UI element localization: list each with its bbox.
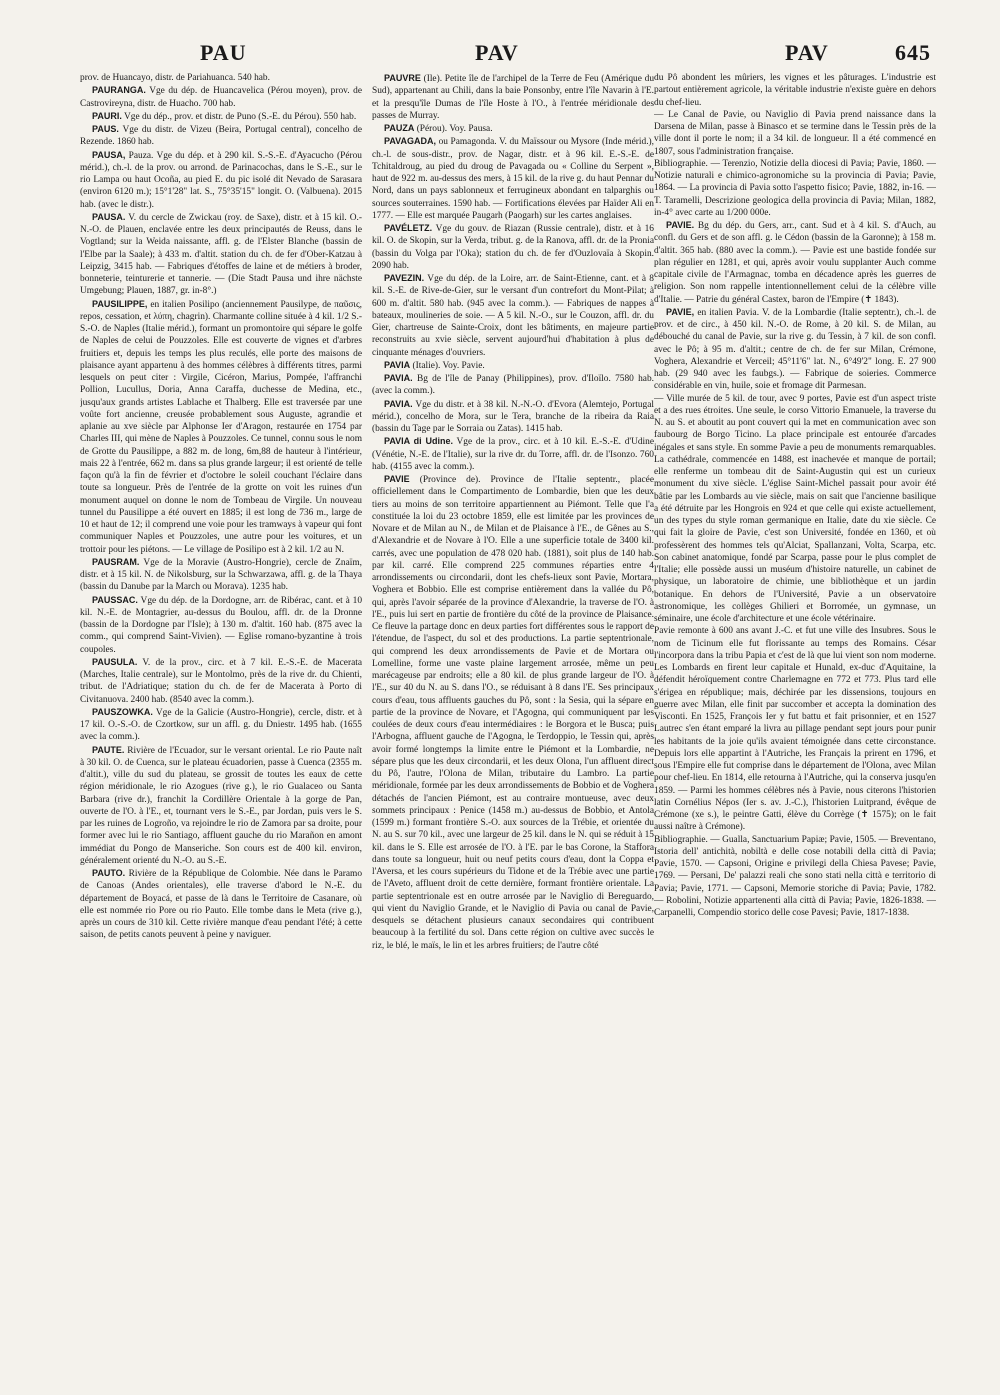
dictionary-entry [80,556,362,594]
dictionary-entry [654,306,936,393]
entry-text: Vge de la Moravie (Austro-Hongrie), cercle de Znaïm, distr. et à 15 kil. N. de Nikolsburg, sur la Schwarzawa, affl. g. de la Thaya (bassin du Danube par la March ou Morava). 1235 hab. [80,557,362,593]
dictionary-entry [80,867,362,942]
entry-headword: PAVIE, [666,306,695,317]
dictionary-entry [372,435,654,473]
entry-headword: PAVIA. [384,398,413,409]
entry-text: Pavie remonte à 600 ans avant J.-C. et fut une ville des Insubres. Sous le nom de Ticinum elle fut florissante au temps des Romains. César l'incorpora dans la tribu Papia et c'est de là que lui vient son nom moderne. Les Lombards en firent leur capitale et Hunald, ex-duc d'Aquitaine, la défendit héroïquement contre Charlemagne en 772 et 773. Plus tard elle s'érigea en république; mais, déchirée par les dissensions, toujours en guerre avec Milan, elle finit par succomber et accepta la domination des Visconti. En 1525, François Ier y fut battu et fait prisonnier, et en 1527 Lautrec s'en étant emparé la livra au pillage pendant sept jours pour punir les habitants de la joie qu'ils avaient témoignée dans cette circonstance. Depuis lors elle appartint à l'Autriche, les Français la prirent en 1796, et sous l'Empire elle fut comprise dans le département de l'Olona, avec Milan pour chef-lieu. En 1814, elle retourna à l'Autriche, qui la conserva jusqu'en 1859. — Parmi les hommes célèbres nés à Pavie, nous citerons l'historien latin Cornélius Népos (Ier s. av. J.-C.), l'historien Luitprand, évêque de Crémone (xe s.), le peintre Gatti, élève du Corrège (✝ 1575); on le fait aussi naître à Crémone). [654,626,936,833]
text-column-1 [80,72,362,1372]
dictionary-entry [654,219,936,306]
dictionary-entry [80,594,362,656]
entry-text: Bibliographie. — Terenzio, Notizie della diocesi di Pavia; Pavie, 1860. — Notizie naturali e chimico-agronomiche su la provincia di Pavia; Pavie, 1864. — La provincia di Pavia sotto l'aspetto fisico; Pavie, 1882, in-16. — T. Taramelli, Descrizione geologica della provincia di Pavia; Milan, 1882, in-4° avec carte au 1/200 000e. [654,158,936,218]
entry-headword: PAUVRE [384,73,421,83]
entry-text: (Italie). Voy. Pavie. [412,360,485,371]
dictionary-entry [80,72,362,84]
dictionary-entry [372,272,654,359]
dictionary-entry [80,211,362,298]
entry-text: en italien Pavia. V. de la Lombardie (Italie septentr.), ch.-l. de prov. et de circ., à 450 kil. N.-O. de Rome, à 20 kil. S. de Milan, au débouché du canal de Pavie, sur la rive g. du Tessin, à 7 kil. de son confl. avec le Pô; à 95 m. d'altit.; centre de ch. de fer sur Milan, Crémone, Voghera, Alexandrie et Verceil; 45°11'6" lat. N., 6°49'2" long. E. 27 900 hab. (29 940 avec les faubgs.). — Fabrique de soieries. Commerce considérable en vin, huile, soie et fromage dit Parmesan. [654,307,936,392]
entry-headword: PAVIA. [384,373,413,383]
dictionary-entry [80,110,362,123]
entry-text: (Ile). Petite île de l'archipel de la Terre de Feu (Amérique du Sud), appartenant au Chili, dans la baie Ponsonby, entre l'île Navarin à l'E. et la presqu'île Dumas de l'île Hoste à l'O., à l'entrée méridionale des passes de Murray. [372,74,654,121]
dictionary-entry [80,84,362,110]
entry-text: V. de la prov., circ. et à 7 kil. E.-S.-E. de Macerata (Marches, Italie centrale), sur le Montolmo, près de la rive dr. du Chienti, tribut. de l'Adriatique; station du ch. de fer de Macerata à Porto di Civitanuova. 2400 hab. (8540 avec la comm.). [80,657,362,705]
entry-text: (Province de). Province de l'Italie septentr., placée officiellement dans le Compartimento de Lombardie, bien que les deux tiers au moins de son territoire appartiennent au Piémont. Telle que l'a constituée la loi du 23 octobre 1859, elle est limitée par les provinces de Novare et de Milan au N., de Milan et de Plaisance à l'E., de Gênes au S., d'Alexandrie et de Novare à l'O. Elle a une superficie totale de 3400 kil. carrés, avec une population de 478 020 hab. (1881), soit plus de 140 hab. par kil. carré. Elle comprend 225 communes réparties entre 4 arrondissements ou circondarii, dont les chefs-lieux sont Pavie, Mortara, Voghera et Bobbio. Elle est comprise entièrement dans la vallée du Pô, qui, après l'avoir séparée de la province d'Alexandrie, la traverse de l'O. à l'E., puis lui sert en partie de frontière du côté de la province de Plaisance. Ce fleuve la partage donc en deux parties fort différentes sous le rapport de l'étendue, de l'aspect, du sol et des productions. La partie septentrionale, qui comprend les deux arrondissements de Pavie et de Mortara ou Lomelline, forme une vaste plaine largement arrosée, même un peu marécageuse par endroits; elle a 80 kil. de plus grande largeur de l'O. à l'E., sur 40 du N. au S. dans l'O., se réduisant à 8 dans l'E. Ses principaux cours d'eau, tous affluents gauches du Pô, sont : la Sesia, qui la sépare en partie de la province de Novare, et l'Agogna, qui communiquent par les coulées de deux cours d'eau intermédiaires : le Borgora et le Busca; puis l'Arbogna, affluent gauche de l'Agogna, le Terdoppio, le Tessin qui, après avoir formé longtemps la limite entre le Piémont et la Lombardie, ne sépare plus que les deux circondarii, et les deux Olona, l'un affluent direct du Pô, l'autre, l'Olona de Milan, tributaire du Lambro. La partie méridionale, formée par les deux arrondissements de Bobbio et de Voghera détachés de l'ancien Piémont, est au contraire montueuse, avec deux sommets principaux : Penice (1458 m.) au-dessus de Bobbio, et Antola (1599 m.) formant frontière S.-O. aux sources de la Trébie, et orientée du N. au S. sur 70 kil., avec une largeur de 25 kil. dans le N. qui se réduit à 15 kil. dans le S. Elle est arrosée de l'O. à l'E. par le bas Corone, la Staffora dans toute sa longueur, huit ou neuf petits cours d'eau, dont la Coppa et l'Aversa, et les cours supérieurs du Tidone et de la Trébie avec une partie de l'Aveto, affluent droit de cette dernière, formant frontière orientale. La partie septentrionale est en outre arrosée par le Naviglio di Bereguardo, qui vient du Naviglio Grande, et le Naviglio di Pavia ou canal de Pavie, desquels se détachent plusieurs canaux secondaires qui contribuent beaucoup à la fertilité du sol. Dans cette région on cultive avec succès le riz, le blé, le maïs, le lin et les arbres fruitiers; de l'autre côté [372,475,654,951]
entry-headword: PAVIE [384,474,410,484]
entry-headword: PAUSILIPPE, [92,298,148,309]
entry-text: — Le Canal de Pavie, ou Naviglio di Pavia prend naissance dans la Darsena de Milan, passe à Binasco et se termine dans le Tessin près de la ville dont il porte le nom; il a 34 kil. de longueur. Il a été commencé en 1807, sous l'administration française. [654,109,936,157]
dictionary-entry [80,744,362,868]
dictionary-entry [654,109,936,158]
entry-text: Rivière de l'Ecuador, sur le versant oriental. Le rio Paute naît à 30 kil. O. de Cuenca, sur le plateau écuadorien, passe à Cuenca (2355 m. d'altit.), ville du sud du plateau, se grossit de toutes les eaux de cette région méridionale, le rio Azogues (rive g.), le rio Gualaceo ou Santa Barbara (rive dr.), franchit la Cordillère Orientale à la gorge de Pan, ouverte de l'O. à l'E., et, tournant vers le S.-E., par Jordan, puis vers le S. par les ruines de Logroño, va rejoindre le rio de Zamora par sa droite, pour former avec lui le rio Santiago, affluent gauche du rio Marañon en amont immédiat du Pongo de Manseriche. Son cours est de 400 kil. environ, généralement orienté du N.-O. au S.-E. [80,745,362,866]
entry-text: en italien Posilipo (anciennement Pausilype, de παῦσις, repos, cessation, et λύπη, chagrin). Charmante colline située à 4 kil. 1/2 S.-S.-O. de Naples (Italie mérid.), formant un promontoire qui sépare le golfe de Naples de celui de Pouzzoles. Elle est couverte de vignes et d'arbres fruitiers et, depuis les temps les plus reculés, elle porte des maisons de plaisance ayant appartenu à des hommes célèbres à différents titres, parmi lesquels on peut citer : Virgile, Cicéron, Marius, Pompée, l'affranchi Pollion, Lucullus, Doria, Anna Caraffa, duchesse de Medina, etc., jusqu'aux grands artistes Lablache et Thalberg. Elle est traversée par une voûte fort ancienne, creusée probablement sous Auguste, agrandie et aplanie au xve siècle par Alphonse Ier d'Aragon, restaurée en 1754 par Charles III, qui mène de Naples à Pouzzoles. Ce tunnel, connu sous le nom de Grotte du Pausilippe, a 882 m. de long, 6m,88 de hauteur à l'intérieur, mais 22 à l'entrée, 662 m. dans sa plus grande largeur; il est orienté de telle façon qu'à la fin de février et d'octobre le soleil couchant l'éclaire dans toute sa longueur. Près de l'entrée de la grotte on voit les ruines d'un monument auquel on donne le nom de Tombeau de Virgile. Un nouveau tunnel du Pausilippe a été ouvert en 1885; il est long de 736 m., large de 10 et haut de 12; il comprend une voie pour les tramways à vapeur qui font communiquer Naples et Pouzzoles, une autre pour les voitures, et un trottoir pour les piétons. — Le village de Posilipo est à 2 kil. 1/2 au N. [80,299,362,555]
entry-text: Rivière de la République de Colombie. Née dans le Paramo de Canoas (Andes orientales), elle traverse d'abord le N.-E. du département de Boyacá, et passe de là dans le Territoire de Casanare, où elle est nommée rio Pore ou rio Pauto. Elle tombe dans le Meta (rive g.), après un cours de 310 kil. Cette rivière manque d'eau pendant l'été; à cette saison, de petits canots peuvent à peine y naviguer. [80,869,362,941]
entry-text: Vge du distr. et à 38 kil. N.-N.-O. d'Evora (Alemtejo, Portugal mérid.), concelho de Mora, sur le Tera, branche de la ribeira da Raia (bassin du Tage par le Sorraia ou Zatas). 1415 hab. [372,399,654,434]
dictionary-entry [654,72,936,109]
left-running-head: PAU [200,40,247,65]
entry-text: Vge du distr. de Vizeu (Beira, Portugal central), concelho de Rezende. 1860 hab. [80,125,362,148]
entry-headword: PAURI. [92,110,122,121]
entry-headword: PAUSA, [92,149,126,160]
entry-text: Vge de la Galicie (Austro-Hongrie), cercle, distr. et à 17 kil. O.-S.-O. de Czortkow, sur un affl. g. du Dniestr. 1495 hab. (1655 avec la comm.). [80,707,362,743]
dictionary-entry [372,398,654,436]
entry-text: Vge du dép., prov. et distr. de Puno (S.-E. du Pérou). 550 hab. [124,111,357,122]
entry-headword: PAVIE. [666,220,695,230]
entry-text: Bibliographie. — Gualla, Sanctuarium Papiæ; Pavie, 1505. — Breventano, Istoria dell' antichità, nobiltà e delle cose notabili della città di Pavia; Pavie, 1570. — Capsoni, Origine e privilegi della Chiesa Pavese; Pavie, 1769. — Persani, De' palazzi reali che sono stati nella città e territorio di Pavia; Pavie, 1771. — Capsoni, Memorie storiche di Pavia; Pavie, 1782. — Robolini, Notizie appartenenti alla città di Pavia; Pavie, 1826-1838. — Carpanelli, Compendio storico delle cose Pavesi; Pavie, 1817-1838. [654,834,936,918]
entry-headword: PAUZA [384,123,415,133]
dictionary-entry [372,72,654,122]
entry-headword: PAUSA. [92,211,126,222]
entry-text: Vge du gouv. de Riazan (Russie centrale), distr. et à 16 kil. O. de Skopin, sur la Verda, tribut. g. de la Ranova, affl. dr. de la Pronia (bassin du Volga par l'Oka); station du ch. de fer d'Ouzlovaïa à Skopin. 2090 hab. [372,224,654,271]
entry-headword: PAUSZOWKA. [92,706,153,717]
dictionary-entry [372,135,654,222]
entry-headword: PAUSRAM. [92,556,140,567]
entry-text: Vge de la prov., circ. et à 10 kil. E.-S.-E. d'Udine (Vénétie, N.-E. de l'Italie), sur la rive dr. du Torre, affl. dr. de l'Isonzo. 760 hab. (4155 avec la comm.). [372,437,654,472]
center-running-head: PAV [475,40,519,65]
dictionary-entry [80,298,362,556]
entry-text: du Pô abondent les mûriers, les vignes et les pâturages. L'industrie est partout entièrement agricole, la véritable industrie n'existe guère en dehors du chef-lieu. [654,73,936,108]
entry-headword: PAUTO. [92,868,126,878]
entry-text: Pauza. Vge du dép. et à 290 kil. S.-S.-E. d'Ayacucho (Pérou mérid.), ch.-l. de la prov. ou arrond. de Parinacochas, dans le S.-E., sur le rio Lampa ou haut Ocoña, au pied E. du pic isolé dit Nevado de Sarasara (environ 6120 m.); 15°1'28" lat. S., 75°35'15" longit. O. (Valbuena). 2015 hab. (avec le distr.). [80,150,362,210]
page-header [0,0,1000,70]
text-column-3 [654,72,936,1372]
entry-text: Vge du dép. de Huancavelica (Pérou moyen), prov. de Castrovireyna, distr. de Huacho. 700 hab. [80,86,362,109]
right-running-head: PAV [785,40,829,65]
entry-headword: PAVAGADA, [384,136,437,147]
dictionary-entry [372,372,654,398]
entry-headword: PAVIA [384,359,411,370]
entry-text: Vge du dép. de la Dordogne, arr. de Ribérac, cant. et à 10 kil. N.-E. de Montagrier, au-dessus du Boulou, affl. dr. de la Dronne (bassin de la Dordogne par l'Isle); à 130 m. d'altit. 160 hab. (875 avec la comm., qui comprend Saint-Vivien). — Eglise romano-byzantine à trois coupoles. [80,595,362,655]
entry-headword: PAUS. [92,124,119,134]
entry-text: ou Pamagonda. V. du Maïssour ou Mysore (Inde mérid.), ch.-l. de sous-distr., prov. de Nagar, distr. et à 96 kil. E.-S.-E. de Tchitaldroug, au pied du droug de Pavagada ou « Colline du Serpent », haut de 922 m. au-dessus des mers, à 15 kil. de la rive g. du haut Pennar du Nord, dans un pays sablonneux et ferrugineux abondant en talparghis ou sources souterraines. 1590 hab. — Fortifications élevées par Haïder Ali en 1777. — Elle est marquée Paugarh (Paogarh) sur les cartes anglaises. [372,137,654,221]
dictionary-entry [80,149,362,211]
entry-headword: PAVIA di Udine. [384,436,454,447]
page-number: 645 [895,40,931,65]
dictionary-entry [654,625,936,833]
dictionary-entry [80,706,362,744]
entry-headword: PAUTE. [92,744,125,755]
entry-headword: PAVEZIN. [384,273,425,283]
dictionary-entry [654,834,936,920]
dictionary-entry [372,222,654,272]
dictionary-entry [80,656,362,706]
entry-text: prov. de Huancayo, distr. de Pariahuanca. 540 hab. [80,73,270,83]
dictionary-entry [654,158,936,219]
entry-text: V. du cercle de Zwickau (roy. de Saxe), distr. et à 15 kil. O.-N.-O. de Plauen, enclavée entre les deux principautés de Reuss, dans le Vogtland; sur la Weida naissante, affl. g. de l'Elster Blanche (bassin de l'Elbe par la Saale); à 433 m. d'altit. station du ch. de fer d'Ober-Katzau à Leipzig, 3415 hab. — Fabriques d'étoffes de laine et de métiers à broder, bonneterie, teinturerie et tannerie. — (Die Stadt Pausa und ihre nächste Umgebung; Plauen, 1887, gr. in-8°.) [80,212,362,297]
text-column-2 [372,72,654,1372]
entry-text: (Pérou). Voy. Pausa. [416,124,493,134]
entry-headword: PAUSULA. [92,656,138,667]
dictionary-entry [80,123,362,149]
dictionary-entry [654,393,936,626]
entry-headword: PAURANGA. [92,85,146,96]
dictionary-entry [372,122,654,135]
entry-headword: PAUSSAC. [92,594,138,605]
entry-text: Bg du dép. du Gers, arr., cant. Sud et à 4 kil. S. d'Auch, au confl. du Gers et de son affl. g. le Cédon (bassin de la Garonne); à 158 m. d'altit. 365 hab. (880 avec la comm.). — Pavie est une bastide fondée sur plan régulier en 1281, et qui, après avoir voulu supplanter Auch comme capitale civile de l'Armagnac, tomba en décadence après les guerres de religion. Son nom rappelle intentionnellement celui de la célèbre ville d'Italie. — Patrie du général Castex, baron de l'Empire (✝ 1843). [654,221,936,305]
entry-text: Vge du dép. de la Loire, arr. de Saint-Etienne, cant. et à 8 kil. S.-E. de Rive-de-Gier, sur le versant d'un contrefort du Mont-Pilat; à 600 m. d'altit. 580 hab. (945 avec la comm.). — Fabriques de nappes à bateaux, moulineries de soie. — A 5 kil. N.-O., sur le Couzon, affl. dr. du Gier, chartreuse de Sainte-Croix, dont les bâtiments, en majeure partie reconstruits au xvie siècle, servent aujourd'hui d'habitation à plus de cinquante ménages d'ouvriers. [372,274,654,358]
entry-text: — Ville murée de 5 kil. de tour, avec 9 portes, Pavie est d'un aspect triste et a des rues étroites. Une seule, le corso Vittorio Emanuele, la traverse du N. au S. et aboutit au pont couvert qui la met en communication avec son faubourg de Borgo Ticino. La place principale est entourée d'arcades inégales et sans style. En somme Pavie a peu de monuments remarquables. La cathédrale, commencée en 1488, est inachevée et manque de portail; elle renferme un tombeau dit de Saint-Augustin qui est un curieux monument du xive siècle. L'église Saint-Michel passait pour avoir été bâtie par les Lombards au vie siècle, mais on sait que l'ancienne basilique a été détruite par les Hongrois en 924 et que celle qui existe actuellement, un des types du style roman germanique en Italie, date du xie siècle. Ce qui fait la gloire de Pavie, c'est son Université, fondée en 1360, et où professèrent des hommes tels qu'Alciat, Spallanzani, Volta, Scarpa, etc. Son cabinet anatomique, fondé par Scarpa, passe pour le plus complet de l'Italie; elle possède aussi un muséum d'histoire naturelle, un cabinet de physique, un laboratoire de chimie, une bibliothèque et un jardin botanique. En dehors de l'Université, Pavie a un observatoire astronomique, les collèges Ghilieri et Borromée, un gymnase, un séminaire, une école d'architecture et une école vétérinaire. [654,393,936,624]
dictionary-entry [372,359,654,372]
entry-headword: PAVÉLETZ. [384,223,433,233]
dictionary-entry [372,473,654,952]
entry-text: Bg de l'île de Panay (Philippines), prov. d'Iloïlo. 7580 hab. (avec la comm.). [372,374,654,397]
